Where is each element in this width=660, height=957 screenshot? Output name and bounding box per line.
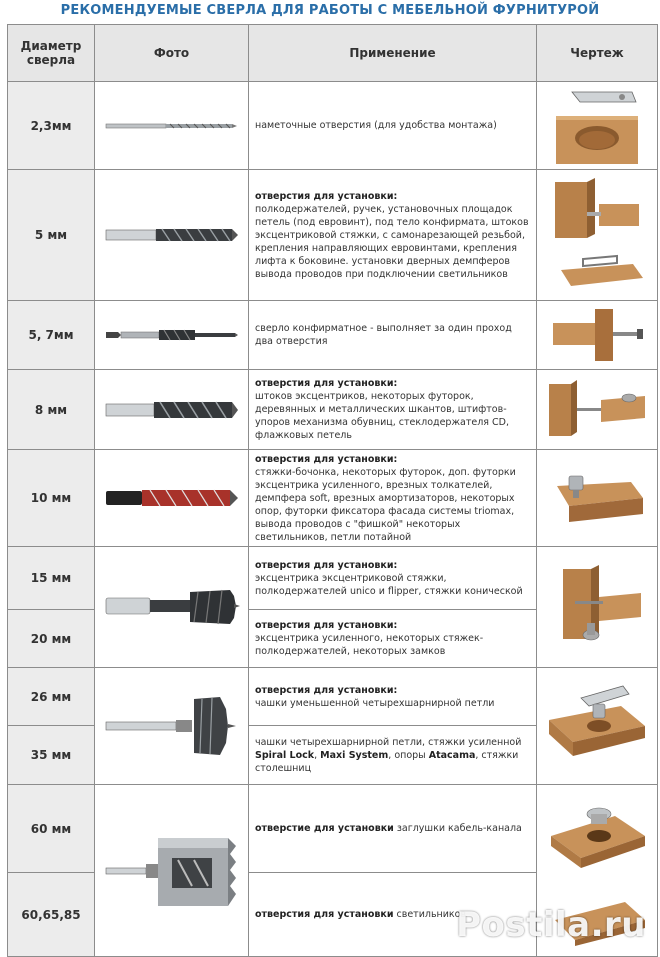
eccentric-rod-icon: [545, 374, 649, 446]
drawing-cell: [537, 668, 658, 785]
usage-cell: [249, 301, 537, 370]
page-title: РЕКОМЕНДУЕМЫЕ СВЕРЛА ДЛЯ РАБОТЫ С МЕБЕЛЬНОЙ ФУРНИТУРОЙ: [60, 3, 600, 18]
table-row: [8, 301, 658, 370]
usage-lead: отверстия для установки: [255, 909, 394, 920]
dowel-drill-8mm-icon: [104, 397, 239, 423]
usage-cell: [249, 668, 537, 726]
diameter-cell: 15 мм: [8, 547, 95, 610]
photo-cell: [95, 450, 249, 547]
usage-cell: [249, 370, 537, 450]
drawing-cell: [537, 82, 658, 170]
photo-cell: [95, 785, 249, 957]
usage-text: эксцентрика усиленного, некоторых стяжек-полкодержателей, некоторых замков: [255, 633, 484, 657]
usage-text: , стяжки столешниц: [255, 749, 519, 774]
diameter-cell: 60 мм: [8, 785, 95, 873]
usage-separator: ,: [314, 749, 321, 761]
usage-cell: [249, 610, 537, 668]
usage-text: чашки уменьшенной четырехшарнирной петли: [255, 697, 495, 709]
diameter-cell: 20 мм: [8, 610, 95, 668]
header-usage: Применение: [249, 25, 537, 82]
concealed-hinge-icon: [545, 676, 649, 776]
diameter-cell: 2,3мм: [8, 82, 95, 170]
drawing-cell: [537, 547, 658, 668]
header-drawing: Чертеж: [537, 25, 658, 82]
usage-text: чашки четырехшарнирной петли, стяжки усиленной: [255, 736, 522, 748]
usage-cell: [249, 785, 537, 873]
usage-text: эксцентрика эксцентриковой стяжки, полкодержателей unico и flipper, стяжки конической: [255, 572, 523, 597]
usage-separator: , опоры: [388, 749, 429, 761]
usage-lead: отверстия для установки:: [255, 684, 398, 696]
header-photo: Фото: [95, 25, 249, 82]
usage-text: полкодержателей, ручек, установочных площадок петель (под евровинт), под тело конфирмата, штоков эксцентриковой стяжки, с самонарезающей резьбой, крепления направляющих евровинтами, крепления лифта к боковине. установки дверных демпферов вывода проводов при подключении светильников: [255, 203, 529, 280]
diameter-cell: 5, 7мм: [8, 301, 95, 370]
drawing-cell: [537, 301, 658, 370]
usage-lead: отверстия для установки:: [255, 559, 398, 571]
table-row: [8, 370, 658, 450]
barrel-nut-icon: [547, 468, 647, 528]
photo-cell: [95, 82, 249, 170]
cam-lock-icon: [545, 559, 649, 655]
photo-cell: [95, 301, 249, 370]
usage-lead: отверстие для установки: [255, 823, 394, 834]
usage-lead: отверстия для установки:: [255, 453, 398, 465]
drill-table: [7, 24, 658, 957]
table-row: [8, 547, 658, 610]
diameter-cell: 8 мм: [8, 370, 95, 450]
usage-lead: отверстия для установки:: [255, 620, 398, 631]
usage-text: заглушки кабель-канала: [393, 823, 522, 834]
usage-cell: [249, 450, 537, 547]
table-row: [8, 785, 658, 873]
dowel-drill-5mm-icon: [104, 224, 239, 246]
dowel-drill-10mm-icon: [104, 485, 239, 511]
forstner-drill-15-20-icon: [102, 582, 242, 632]
brand-atacama: Atacama: [428, 749, 476, 761]
usage-cell: [249, 726, 537, 785]
usage-text: штоков эксцентриков, некоторых футорок, деревянных и металлических шкантов, штифтов-упоров механизма обувниц, стеклодержателя CD, флажковых петель: [255, 391, 509, 441]
usage-text: наметочные отверстия (для удобства монтажа): [255, 120, 497, 131]
brand-maxi-system: Maxi System: [320, 749, 389, 761]
usage-cell: [249, 170, 537, 301]
photo-cell: [95, 170, 249, 301]
usage-lead: отверстия для установки:: [255, 378, 398, 389]
watermark: Postila.ru: [456, 905, 646, 945]
usage-lead: отверстия для установки:: [255, 190, 398, 202]
usage-text: сверло конфирматное - выполняет за один проход два отверстия: [255, 323, 512, 347]
drawing-cell: [537, 450, 658, 547]
drawing-cell: [537, 370, 658, 450]
usage-cell: [249, 547, 537, 610]
diameter-cell: 26 мм: [8, 668, 95, 726]
diameter-cell: 5 мм: [8, 170, 95, 301]
header-diameter: Диаметр сверла: [8, 25, 95, 82]
photo-cell: [95, 547, 249, 668]
shelf-support-icon: [547, 174, 647, 296]
table-row: [8, 668, 658, 726]
forstner-drill-26-35-icon: [102, 691, 242, 761]
usage-text: стяжки-бочонка, некоторых футорок, доп. футорки эксцентрика усиленного, врезных толкателей, демпфера soft, врезных амортизаторов, некоторых опор, футорки фиксатора фасада системы triomax, вывода проводов с "фишкой" некоторых светильников, петли потайной: [255, 466, 516, 543]
table-row: [8, 450, 658, 547]
diameter-cell: 60,65,85: [8, 873, 95, 957]
hole-saw-icon: [102, 816, 242, 926]
diameter-cell: 35 мм: [8, 726, 95, 785]
confirmat-joint-icon: [547, 305, 647, 365]
confirmat-drill-icon: [104, 327, 239, 343]
table-row: [8, 82, 658, 170]
usage-text: светильников: [393, 909, 467, 920]
drawing-cell: [537, 170, 658, 301]
usage-cell: [249, 82, 537, 170]
brand-spiral-lock: Spiral Lock: [255, 749, 315, 761]
table-row: [8, 170, 658, 301]
diameter-cell: 10 мм: [8, 450, 95, 547]
photo-cell: [95, 668, 249, 785]
hinge-cup-icon: [552, 86, 642, 166]
header-row: [8, 25, 658, 82]
photo-cell: [95, 370, 249, 450]
drill-bit-2mm-icon: [104, 120, 239, 132]
